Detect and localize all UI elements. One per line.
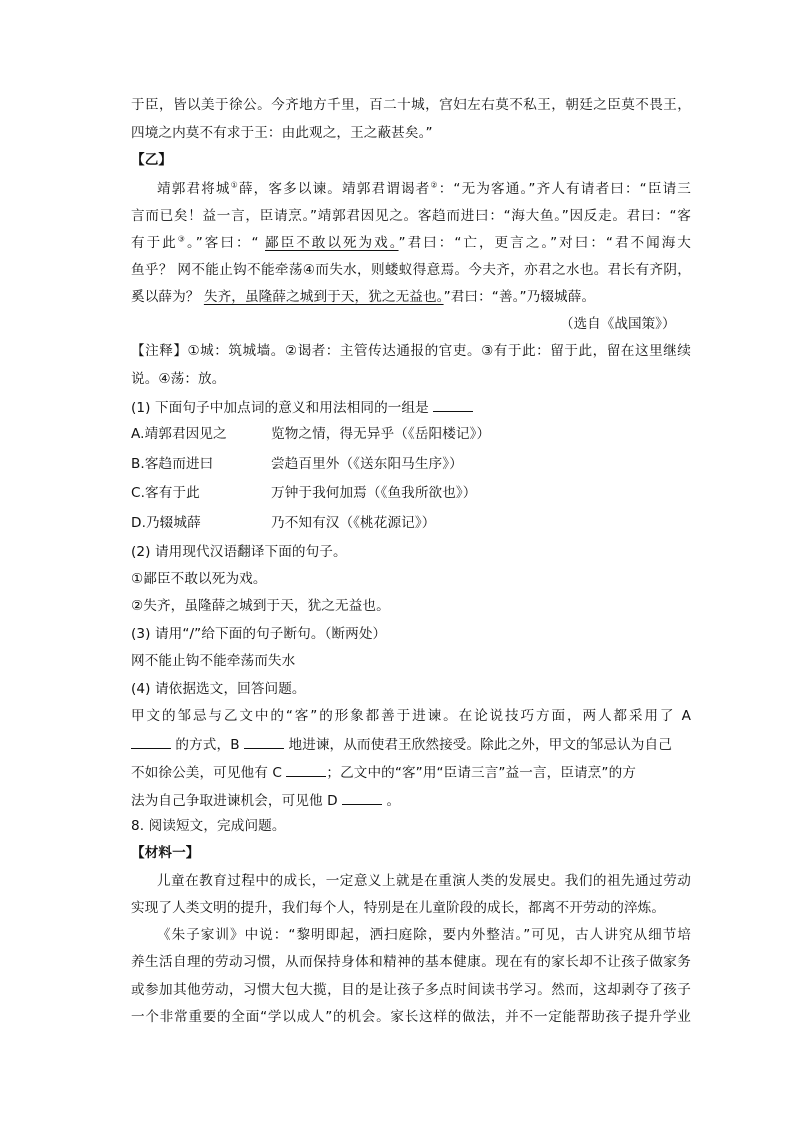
underlined-sentence-2: 失齐，虽隆薛之城到于天，犹之无益也。: [203, 289, 444, 305]
notes-line: 说。④荡：放。: [131, 371, 226, 387]
question-3-sentence: 网不能止钩不能牵荡而失水: [131, 653, 296, 669]
passage-text-line: 于臣，皆以美于徐公。今齐地方千里，百二十城，宫妇左右莫不私王，朝廷之臣莫不畏王，: [131, 97, 691, 113]
question-2-stem: (2) 请用现代汉语翻译下面的句子。: [131, 544, 347, 560]
answer-blank-a: [131, 734, 171, 749]
material-1-line: 或参加其他劳动，习惯大包大揽，目的是让孩子多点时间读书学习。然而，这却剥夺了孩子: [131, 982, 691, 998]
question-4-line: 甲文的邹忌与乙文中的“客”的形象都善于进谏。在论说技巧方面，两人都采用了 A: [131, 708, 691, 724]
question-4-line: 不如徐公美，可见他有 C ；乙文中的“客”用“臣请三言”益一言，臣请烹”的方: [131, 762, 691, 782]
passage-yi-line: 有于此③。”客曰：“ 鄙臣不敢以死为戏。”君曰：“亡，更言之。”对曰：“君不闻海大: [131, 234, 692, 251]
question-1-option-d: D.乃辍城薛 乃不知有汉（《桃花源记》）: [131, 515, 436, 531]
question-2-sentence-1: ①鄙臣不敢以死为戏。: [131, 571, 267, 587]
question-4-line: 法为自己争取进谏机会，可见他 D 。: [131, 790, 691, 810]
source-citation: （选自《战国策》）: [560, 316, 676, 332]
material-1-line: 《朱子家训》中说：“黎明即起，洒扫庭除，要内外整洁。”可见，古人讲究从细节培: [157, 927, 691, 943]
material-1-line: 一个非常重要的全面“学以成人”的机会。家长这样的做法，并不一定能帮助孩子提升学业: [131, 1009, 691, 1025]
question-2-sentence-2: ②失齐，虽隆薛之城到于天，犹之无益也。: [131, 598, 390, 614]
passage-yi-line: 奚以薛为？ 失齐，虽隆薛之城到于天，犹之无益也。”君曰：“善。”乃辍城薛。: [131, 289, 596, 305]
material-1-line: 儿童在教育过程中的成长，一定意义上就是在重演人类的发展史。我们的祖先通过劳动: [157, 873, 691, 889]
answer-blank-b: [244, 734, 284, 749]
answer-blank: [433, 397, 473, 412]
question-1-option-b: B.客趋而进曰 尝趋百里外（《送东阳马生序》）: [131, 456, 463, 472]
passage-yi-line: 鱼乎？ 网不能止钩不能牵荡④而失水，则蝼蚁得意焉。今夫齐，亦君之水也。君长有齐阴，: [131, 262, 691, 278]
question-4-line: 的方式，B 地进谏，从而使君王欣然接受。除此之外，甲文的邹忌认为自己: [131, 734, 691, 754]
passage-text-line: 四境之内莫不有求于王：由此观之，王之蔽甚矣。”: [131, 125, 433, 141]
notes-line: 【注释】①城：筑城墙。②谒者：主管传达通报的官吏。③有于此：留于此，留在这里继续: [131, 343, 691, 359]
answer-blank-c: [286, 762, 326, 777]
question-1-option-c: C.客有于此 万钟于我何加焉（《鱼我所欲也》）: [131, 485, 477, 501]
passage-yi-line: 言而已矣！益一言，臣请烹。”靖郭君因见之。客趋而进曰：“海大鱼。”因反走。君曰：“客: [131, 208, 691, 224]
question-1-option-a: A.靖郭君因见之 览物之情，得无异乎（《岳阳楼记》）: [131, 426, 491, 442]
material-1-header: 【材料一】: [131, 845, 200, 861]
question-1-stem: (1) 下面句子中加点词的意义和用法相同的一组是: [131, 397, 691, 417]
question-8-stem: 8. 阅读短文，完成问题。: [131, 818, 286, 834]
underlined-sentence-1: 鄙臣不敢以死为戏。: [265, 235, 399, 251]
answer-blank-d: [342, 790, 382, 805]
question-3-stem: (3) 请用“/”给下面的句子断句。（断两处）: [131, 626, 387, 642]
material-1-line: 实现了人类文明的提升，我们每个人，特别是在儿童阶段的成长，都离不开劳动的淬炼。: [131, 900, 666, 916]
question-4-stem: (4) 请依据选文，回答问题。: [131, 681, 306, 697]
section-header-yi: 【乙】: [131, 152, 173, 168]
material-1-line: 养生活自理的劳动习惯，从而保持身体和精神的基本健康。现在有的家长却不让孩子做家务: [131, 954, 691, 970]
passage-yi-line: 靖郭君将城①薛，客多以谏。靖郭君谓谒者②：“无为客通。”齐人有请者曰：“臣请三: [157, 180, 691, 197]
